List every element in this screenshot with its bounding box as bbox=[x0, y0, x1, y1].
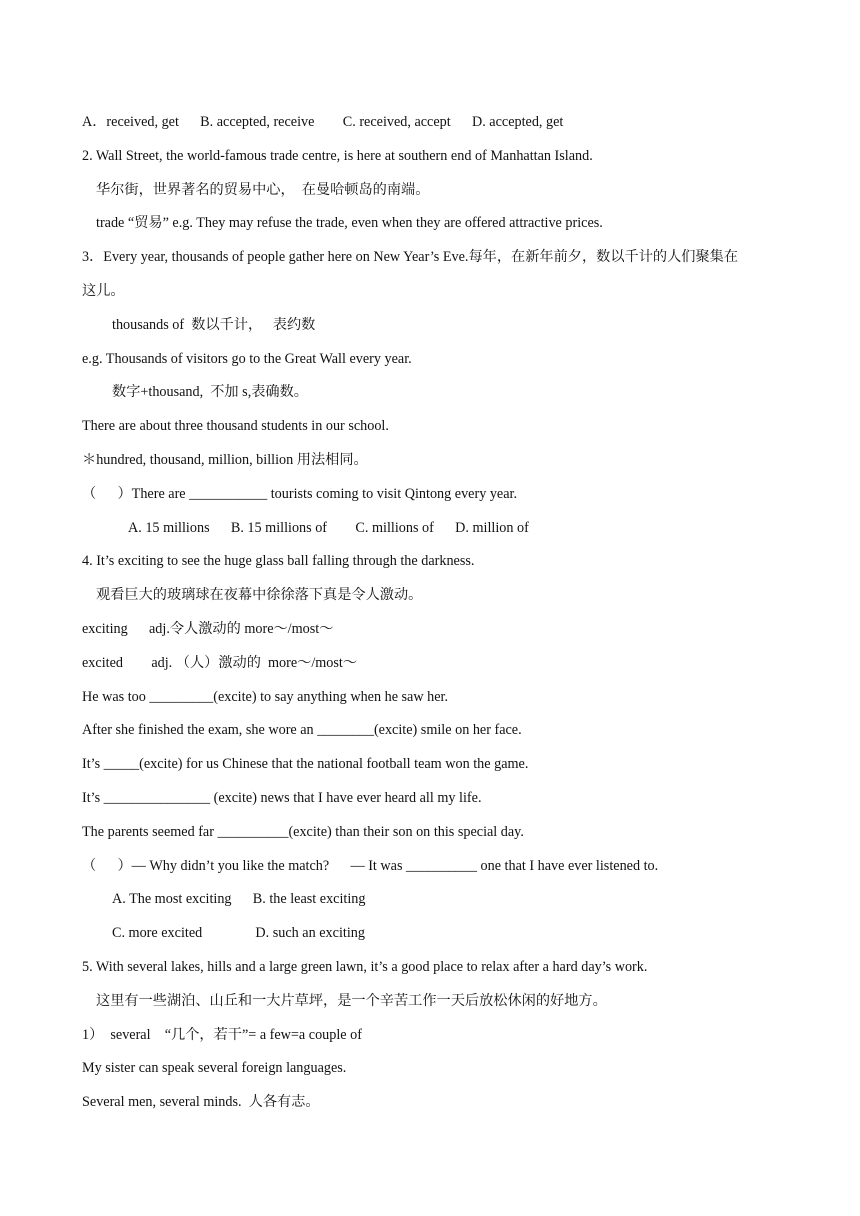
item-3-note-number-thousand: 数字+thousand, 不加 s,表确数。 bbox=[112, 384, 308, 401]
item-3-exercise-options: A. 15 millions B. 15 millions of C. millions of D. million of bbox=[128, 519, 529, 536]
item-5-note-several: 1） several “几个，若干”= a few=a couple of bbox=[82, 1026, 362, 1043]
item-4-exercise: （ ）— Why didn’t you like the match? — It was __________ one that I have ever listened to. bbox=[82, 857, 659, 874]
item-5-translation: 这里有一些湖泊、山丘和一大片草坪，是一个辛苦工作一天后放松休闲的好地方。 bbox=[96, 992, 607, 1009]
item-5-sentence: 5. With several lakes, hills and a large green lawn, it’s a good place to relax after a hard day’s work. bbox=[82, 958, 648, 975]
answer-options-line: A．received, get B. accepted, receive C. received, accept D. accepted, get bbox=[82, 114, 564, 130]
item-5-example-1: My sister can speak several foreign languages. bbox=[82, 1060, 347, 1077]
item-4-fill-2: After she finished the exam, she wore an ________(excite) smile on her face. bbox=[82, 722, 522, 739]
item-4-note-excited: excited adj. （人）激动的 more～/most～ bbox=[82, 654, 358, 671]
item-3-sentence: 3．Every year, thousands of people gather here on New Year’s Eve.每年，在新年前夕，数以千计的人们聚集在 bbox=[82, 249, 739, 266]
item-4-translation: 观看巨大的玻璃球在夜幕中徐徐落下真是令人激动。 bbox=[96, 587, 423, 604]
item-4-fill-1: He was too _________(excite) to say anything when he saw her. bbox=[82, 688, 449, 705]
item-4-options-ab: A. The most exciting B. the least exciting bbox=[112, 891, 366, 908]
item-4-fill-4: It’s _______________ (excite) news that I have ever heard all my life. bbox=[82, 789, 482, 806]
item-2-note: trade “贸易” e.g. They may refuse the trade, even when they are offered attractive prices. bbox=[96, 215, 603, 232]
item-3-usage-note: ＊hundred, thousand, million, billion 用法相同。 bbox=[82, 451, 368, 468]
item-3-example-1: e.g. Thousands of visitors go to the Great Wall every year. bbox=[82, 350, 412, 367]
item-4-sentence: 4. It’s exciting to see the huge glass ball falling through the darkness. bbox=[82, 553, 475, 570]
item-3-example-2: There are about three thousand students in our school. bbox=[82, 418, 389, 435]
item-2-sentence: 2. Wall Street, the world-famous trade centre, is here at southern end of Manhattan Island. bbox=[82, 147, 593, 164]
item-2-translation: 华尔街，世界著名的贸易中心， 在曼哈顿岛的南端。 bbox=[96, 181, 430, 198]
item-4-options-cd: C. more excited D. such an exciting bbox=[112, 925, 365, 942]
item-3-note-thousands-of: thousands of 数以千计， 表约数 bbox=[112, 316, 316, 333]
item-3-exercise: （ ）There are ___________ tourists coming to visit Qintong every year. bbox=[82, 485, 518, 502]
item-4-fill-3: It’s _____(excite) for us Chinese that the national football team won the game. bbox=[82, 756, 529, 773]
item-5-example-2: Several men, several minds. 人各有志。 bbox=[82, 1094, 320, 1111]
document-page bbox=[82, 108, 792, 1122]
item-4-note-exciting: exciting adj.令人激动的 more～/most～ bbox=[82, 620, 334, 637]
item-4-fill-5: The parents seemed far __________(excite) than their son on this special day. bbox=[82, 823, 524, 840]
item-3-sentence-cont: 这儿。 bbox=[82, 282, 125, 299]
